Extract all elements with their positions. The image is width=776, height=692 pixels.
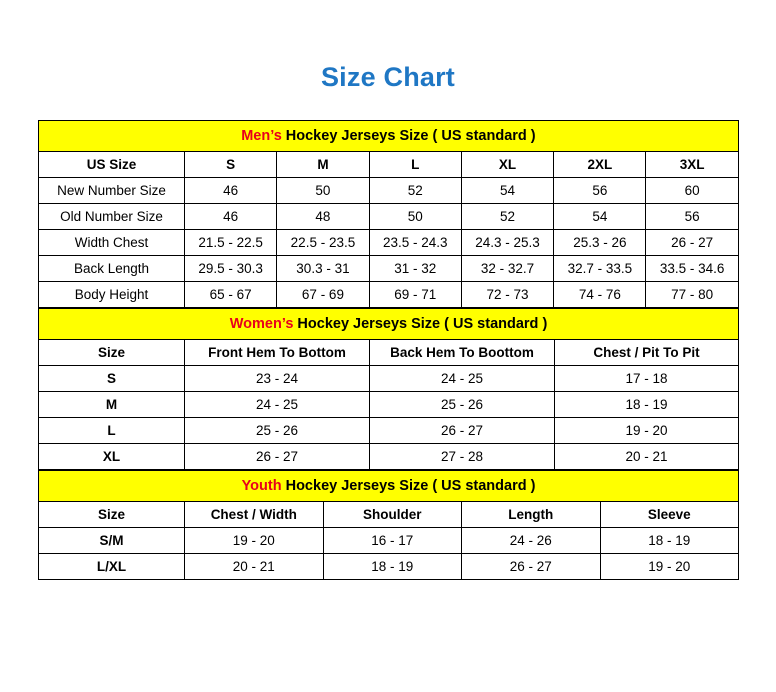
- cell: 29.5 - 30.3: [185, 256, 277, 282]
- cell: 24 - 26: [462, 528, 601, 554]
- cell: 25 - 26: [185, 418, 370, 444]
- youth-heading-rest: Hockey Jerseys Size ( US standard ): [281, 478, 536, 494]
- mens-col-header: 2XL: [554, 152, 646, 178]
- cell: 23 - 24: [185, 366, 370, 392]
- table-row: [39, 366, 739, 392]
- cell: 72 - 73: [461, 282, 553, 308]
- cell: 23.5 - 24.3: [369, 230, 461, 256]
- mens-col-header: S: [185, 152, 277, 178]
- table-row: [39, 444, 739, 470]
- cell: 20 - 21: [185, 554, 324, 580]
- cell: 69 - 71: [369, 282, 461, 308]
- row-label: S: [39, 366, 185, 392]
- size-tables: [38, 120, 738, 580]
- row-label: XL: [39, 444, 185, 470]
- row-label: L: [39, 418, 185, 444]
- womens-heading-rest: Hockey Jerseys Size ( US standard ): [293, 316, 548, 332]
- cell: 24 - 25: [370, 366, 555, 392]
- table-row: [39, 256, 739, 282]
- youth-section-header-cell: [39, 471, 739, 502]
- cell: 33.5 - 34.6: [646, 256, 738, 282]
- cell: 74 - 76: [554, 282, 646, 308]
- youth-size-table: [38, 470, 739, 580]
- cell: 22.5 - 23.5: [277, 230, 369, 256]
- cell: 26 - 27: [462, 554, 601, 580]
- cell: 50: [369, 204, 461, 230]
- table-row: [39, 392, 739, 418]
- table-row: [39, 178, 739, 204]
- cell: 56: [646, 204, 738, 230]
- mens-col-header: 3XL: [646, 152, 738, 178]
- mens-col-header: M: [277, 152, 369, 178]
- cell: 24 - 25: [185, 392, 370, 418]
- youth-col-header: Length: [462, 502, 601, 528]
- cell: 26 - 27: [185, 444, 370, 470]
- womens-section-header: [39, 309, 739, 340]
- cell: 32 - 32.7: [461, 256, 553, 282]
- cell: 18 - 19: [555, 392, 739, 418]
- page-title: Size Chart: [320, 62, 456, 92]
- row-label: New Number Size: [39, 178, 185, 204]
- cell: 21.5 - 22.5: [185, 230, 277, 256]
- youth-col-header: Sleeve: [600, 502, 739, 528]
- cell: 48: [277, 204, 369, 230]
- mens-col-header: XL: [461, 152, 553, 178]
- cell: 52: [369, 178, 461, 204]
- youth-heading-accent: Youth: [241, 478, 282, 494]
- cell: 19 - 20: [185, 528, 324, 554]
- row-label: L/XL: [39, 554, 185, 580]
- youth-section-header: [39, 471, 739, 502]
- table-row: [39, 282, 739, 308]
- cell: 60: [646, 178, 738, 204]
- cell: 17 - 18: [555, 366, 739, 392]
- cell: 67 - 69: [277, 282, 369, 308]
- womens-column-headers: [39, 340, 739, 366]
- cell: 30.3 - 31: [277, 256, 369, 282]
- cell: 18 - 19: [600, 528, 739, 554]
- cell: 31 - 32: [369, 256, 461, 282]
- table-row: [39, 554, 739, 580]
- mens-section-header: [39, 121, 739, 152]
- mens-col-header: L: [369, 152, 461, 178]
- row-label: S/M: [39, 528, 185, 554]
- table-row: [39, 230, 739, 256]
- womens-heading-accent: Women’s: [229, 316, 294, 332]
- youth-col-header: Size: [39, 502, 185, 528]
- row-label: Body Height: [39, 282, 185, 308]
- cell: 18 - 19: [323, 554, 462, 580]
- row-label: Back Length: [39, 256, 185, 282]
- cell: 46: [185, 204, 277, 230]
- cell: 25.3 - 26: [554, 230, 646, 256]
- womens-size-table: [38, 308, 739, 470]
- cell: 50: [277, 178, 369, 204]
- mens-column-headers: [39, 152, 739, 178]
- youth-column-headers: [39, 502, 739, 528]
- cell: 46: [185, 178, 277, 204]
- cell: 65 - 67: [185, 282, 277, 308]
- cell: 19 - 20: [555, 418, 739, 444]
- cell: 52: [461, 204, 553, 230]
- womens-section-header-cell: [39, 309, 739, 340]
- cell: 54: [554, 204, 646, 230]
- cell: 27 - 28: [370, 444, 555, 470]
- cell: 16 - 17: [323, 528, 462, 554]
- cell: 77 - 80: [646, 282, 738, 308]
- youth-col-header: Chest / Width: [185, 502, 324, 528]
- row-label: Old Number Size: [39, 204, 185, 230]
- table-row: [39, 418, 739, 444]
- table-row: [39, 528, 739, 554]
- womens-col-header: Size: [39, 340, 185, 366]
- cell: 24.3 - 25.3: [461, 230, 553, 256]
- womens-col-header: Back Hem To Boottom: [370, 340, 555, 366]
- cell: 19 - 20: [600, 554, 739, 580]
- womens-col-header: Chest / Pit To Pit: [555, 340, 739, 366]
- cell: 32.7 - 33.5: [554, 256, 646, 282]
- cell: 25 - 26: [370, 392, 555, 418]
- cell: 54: [461, 178, 553, 204]
- mens-section-header-cell: [39, 121, 739, 152]
- youth-col-header: Shoulder: [323, 502, 462, 528]
- cell: 26 - 27: [370, 418, 555, 444]
- row-label: Width Chest: [39, 230, 185, 256]
- mens-heading-accent: Men’s: [241, 128, 282, 144]
- womens-col-header: Front Hem To Bottom: [185, 340, 370, 366]
- table-row: [39, 204, 739, 230]
- mens-col-header: US Size: [39, 152, 185, 178]
- cell: 56: [554, 178, 646, 204]
- row-label: M: [39, 392, 185, 418]
- cell: 26 - 27: [646, 230, 738, 256]
- mens-size-table: [38, 120, 739, 308]
- cell: 20 - 21: [555, 444, 739, 470]
- mens-heading-rest: Hockey Jerseys Size ( US standard ): [281, 128, 536, 144]
